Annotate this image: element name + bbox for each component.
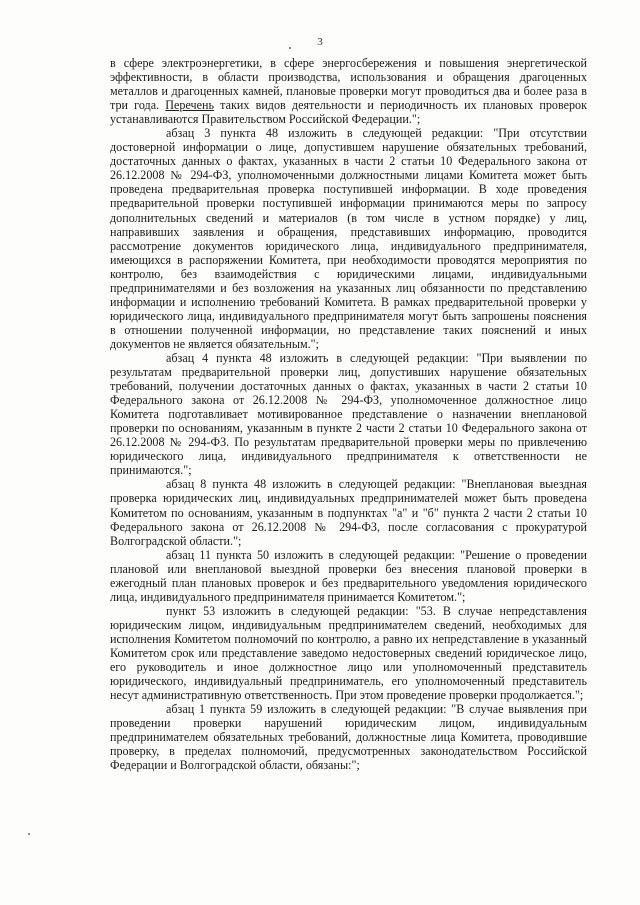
page-number: 3 [317, 36, 323, 48]
paragraph-text: таких видов деятельности и периодичность их плановых проверок устанавливаются Правительством Российской Федерации."; [110, 98, 587, 127]
paragraph-text: абзац 8 пункта 48 изложить в следующей редакции: "Внеплановая выездная проверка юридических лиц, индивидуальных предпринимателей может быть проведена Комитетом по основаниям, указанным в подпунктах "а" и "б" пункта 2 части 2 статьи 10 Федерального закона от 26.12.2008 № 294-ФЗ, после согласования с прокуратурой Волгоградской области."; [110, 477, 587, 548]
paragraph-text: абзац 11 пункта 50 изложить в следующей редакции: "Решение о проведении плановой или внеплановой выездной проверки без внесения плановой проверки в ежегодный план плановых проверок и без предварительного уведомления юридического лица, индивидуального предпринимателя принимается Комитетом."; [110, 547, 587, 604]
scan-speck [28, 833, 30, 835]
scan-speck [289, 47, 291, 49]
paragraph [110, 126, 587, 351]
paragraph-text: абзац 4 пункта 48 изложить в следующей редакции: "При выявлении по результатам предварительной проверки лиц, допустивших нарушение обязательных требований, получении достаточных данных о фактах, указанных в части 2 статьи 10 Федерального закона от 26.12.2008 № 294-ФЗ, уполномоченное должностное лицо Комитета подготавливает мотивированное представление о назначении внеплановой проверки по основаниям, указанным в пункте 2 части 2 статьи 10 Федерального закона от 26.12.2008 № 294-ФЗ. По результатам предварительной проверки меры по привлечению юридического лица, индивидуального предпринимателя к ответственности не принимаются."; [110, 350, 587, 478]
paragraph-text: абзац 1 пункта 59 изложить в следующей редакции: "В случае выявления при проведении проверки нарушений юридическим лицом, индивидуальным предпринимателем обязательных требований, должностные лица Комитета, проводившие проверку, в пределах полномочий, предусмотренных законодательством Российской Федерации и Волгоградской области, обязаны:"; [110, 702, 587, 773]
paragraph [110, 604, 587, 702]
paragraph [110, 702, 587, 772]
paragraph [110, 56, 587, 126]
paragraph [110, 477, 587, 547]
paragraph [110, 351, 587, 477]
paragraph-text: пункт 53 изложить в следующей редакции: "53. В случае непредставления юридическим лицом, индивидуальным предпринимателем сведений, необходимых для исполнения Комитетом полномочий по контролю, а равно их непредставление в указанный Комитетом срок или представление заведомо недостоверных сведений юридическое лицо, его руководитель и иное должностное лицо или уполномоченный представитель юридического, индивидуальный предприниматель, его уполномоченный представитель несут административную ответственность. При этом проведение проверки продолжается."; [110, 603, 587, 703]
paragraph-text: в сфере электроэнергетики, в сфере энергосбережения и повышения энергетической эффективности, в области производства, использования и обращения драгоценных металлов и драгоценных камней, плановые проверки могут проводиться два и более раза в три года. [110, 56, 587, 113]
document-body [110, 56, 587, 772]
paragraph-text: абзац 3 пункта 48 изложить в следующей редакции: "При отсутствии достоверной информации о лице, допустившем нарушение обязательных требований, достаточных данных о фактах, указанных в части 2 статьи 10 Федерального закона от 26.12.2008 № 294-ФЗ, уполномоченными должностными лицами Комитета может быть проведена предварительная проверка поступившей информации. В ходе проведения предварительной проверки поступившей информации принимаются меры по запросу дополнительных сведений и материалов (в том числе в устном порядке) у лиц, направивших заявления и обращения, представивших информацию, проводится рассмотрение документов юридического лица, индивидуального предпринимателя, имеющихся в распоряжении Комитета, при необходимости проводятся мероприятия по контролю, без взаимодействия с юридическими лицами, индивидуальными предпринимателями и без возложения на указанных лиц обязанности по представлению информации и исполнению требований Комитета. В рамках предварительной проверки у юридического лица, индивидуального предпринимателя могут быть запрошены пояснения в отношении полученной информации, но представление таких пояснений и иных документов не является обязательным."; [110, 126, 587, 351]
document-link[interactable]: Перечень [165, 98, 215, 113]
paragraph [110, 548, 587, 604]
